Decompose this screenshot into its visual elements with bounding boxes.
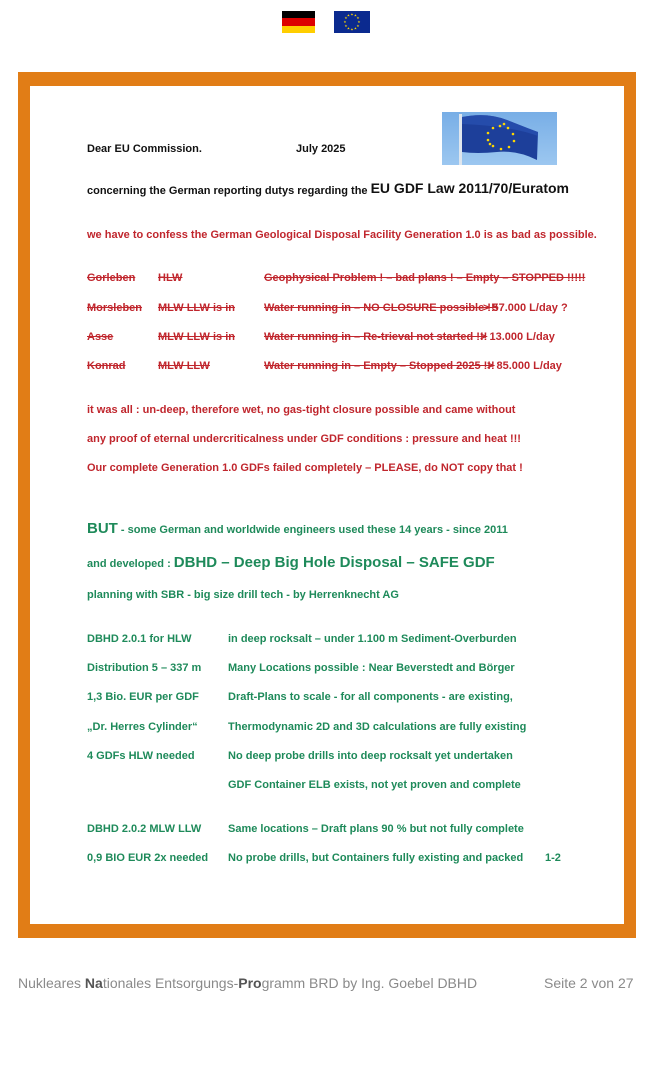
footer-part: Nukleares bbox=[18, 975, 85, 991]
dbhd201-left: Distribution 5 – 337 m bbox=[87, 662, 202, 674]
dbhd201-right: Draft-Plans to scale - for all components - are existing, bbox=[228, 691, 513, 703]
strike-gap bbox=[190, 272, 260, 284]
confession-text: we have to confess the German Geological Disposal Facility Generation 1.0 is as bad as possible. bbox=[87, 229, 597, 241]
developed-line bbox=[87, 554, 495, 571]
site-waste: HLW bbox=[158, 272, 183, 284]
dbhd201-right: GDF Container ELB exists, not yet proven and complete bbox=[228, 779, 521, 791]
svg-text:★: ★ bbox=[357, 20, 361, 24]
footer-part: Na bbox=[84, 975, 103, 991]
site-waste: MLW LLW is in bbox=[158, 331, 235, 343]
site-waste: MLW LLW is in bbox=[158, 302, 235, 314]
dbhd201-right: Many Locations possible : Near Beverstedt and Börger bbox=[228, 662, 515, 674]
dbhd201-left: DBHD 2.0.1 for HLW bbox=[87, 633, 192, 645]
svg-text:★: ★ bbox=[356, 16, 360, 20]
planning-line: planning with SBR - big size drill tech - by Herrenknecht AG bbox=[87, 589, 399, 601]
site-status: Water running in – NO CLOSURE possible !!! bbox=[264, 302, 499, 314]
dbhd201-left: „Dr. Herres Cylinder“ bbox=[87, 721, 198, 733]
svg-text:★: ★ bbox=[344, 24, 348, 28]
site-name: Gorleben bbox=[87, 272, 136, 284]
svg-text:★: ★ bbox=[350, 27, 354, 32]
german-flag-icon bbox=[282, 11, 315, 33]
summary-line: any proof of eternal undercriticalness under GDF conditions : pressure and heat !!! bbox=[87, 433, 521, 445]
dbhd202-left: 0,9 BIO EUR 2x needed bbox=[87, 852, 209, 864]
site-name: Morsleben bbox=[87, 302, 143, 314]
dbhd201-right: in deep rocksalt – under 1.100 m Sediment-Overburden bbox=[228, 633, 517, 645]
site-waste: MLW LLW bbox=[158, 360, 210, 372]
dbhd202-left: DBHD 2.0.2 MLW LLW bbox=[87, 823, 202, 835]
dbhd202-right: Same locations – Draft plans 90 % but not fully complete bbox=[228, 823, 524, 835]
svg-text:★: ★ bbox=[353, 26, 358, 31]
site-status: Water running in – Re-trieval not started !!! bbox=[264, 331, 488, 343]
concerning-line bbox=[87, 180, 569, 196]
site-status: Geophysical Problem ! – bad plans ! – Empty – STOPPED !!!!! bbox=[264, 272, 586, 284]
dbhd201-left: 4 GDFs HLW needed bbox=[87, 750, 195, 762]
site-flow: > 85.000 L/day bbox=[487, 360, 562, 372]
dbhd-title: DBHD – Deep Big Hole Disposal – SAFE GDF bbox=[173, 554, 495, 571]
site-name: Konrad bbox=[87, 360, 126, 372]
svg-text:★: ★ bbox=[353, 13, 358, 18]
summary-line: Our complete Generation 1.0 GDFs failed completely – PLEASE, do NOT copy that ! bbox=[87, 462, 523, 474]
site-flow: > 57.000 L/day ? bbox=[483, 302, 568, 314]
svg-text:★: ★ bbox=[350, 12, 354, 17]
site-name: Asse bbox=[87, 331, 114, 343]
letter-body bbox=[30, 86, 624, 924]
svg-text:★: ★ bbox=[343, 20, 347, 24]
eu-flag-photo bbox=[442, 112, 557, 165]
footer-title bbox=[18, 975, 477, 991]
but-line bbox=[87, 520, 508, 537]
svg-text:★: ★ bbox=[344, 16, 348, 20]
but-rest: - some German and worldwide engineers used these 14 years - since 2011 bbox=[117, 524, 508, 536]
svg-text:★: ★ bbox=[356, 24, 360, 28]
svg-text:★: ★ bbox=[346, 13, 351, 18]
developed-prefix: and developed : bbox=[87, 558, 174, 570]
summary-line: it was all : un-deep, therefore wet, no gas-tight closure possible and came without bbox=[87, 404, 516, 416]
footer-part: Pro bbox=[238, 975, 262, 991]
page-number: Seite 2 von 27 bbox=[544, 975, 634, 991]
site-status: Water running in – Empty – Stopped 2025 !!! bbox=[264, 360, 495, 372]
footer-part: tionales Entsorgungs- bbox=[102, 975, 239, 991]
dbhd201-right: No deep probe drills into deep rocksalt yet undertaken bbox=[228, 750, 513, 762]
salutation: Dear EU Commission. bbox=[87, 143, 202, 155]
dbhd201-right: Thermodynamic 2D and 3D calculations are fully existing bbox=[228, 721, 527, 733]
law-title: EU GDF Law 2011/70/Euratom bbox=[370, 180, 569, 196]
footer-part: gramm BRD by Ing. Goebel DBHD bbox=[261, 975, 478, 991]
but-word: BUT bbox=[87, 520, 118, 537]
svg-text:★: ★ bbox=[346, 26, 351, 31]
dbhd201-left: 1,3 Bio. EUR per GDF bbox=[87, 691, 199, 703]
concerning-prefix: concerning the German reporting dutys regarding the bbox=[87, 185, 371, 197]
site-flow: > 13.000 L/day bbox=[480, 331, 555, 343]
dbhd202-right: No probe drills, but Containers fully existing and packed bbox=[228, 852, 524, 864]
eu-flag-icon bbox=[334, 11, 370, 33]
page-marker: 1-2 bbox=[545, 852, 561, 864]
letter-date: July 2025 bbox=[296, 143, 346, 155]
